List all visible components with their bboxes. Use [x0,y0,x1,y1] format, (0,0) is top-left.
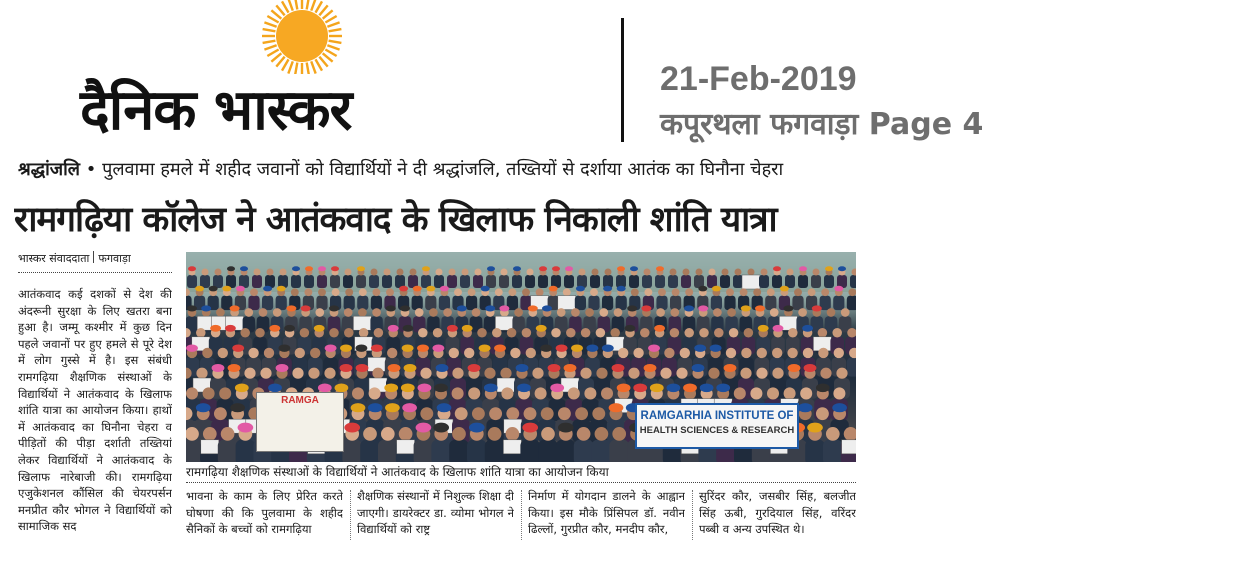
body-column-4: सुरिंदर कौर, जसबीर सिंह, बलजीत सिंह ऊबी, गुरदियाल सिंह, वरिंदर पब्बी व अन्य उपस्थित थे। [699,489,856,537]
article-headline: रामगढ़िया कॉलेज ने आतंकवाद के खिलाफ निकाली शांति यात्रा [14,200,777,240]
byline-author: भास्कर संवाददाता [18,252,90,265]
kicker-label: श्रद्धांजलि [18,159,81,180]
banner-line-1: RAMGARHIA INSTITUTE OF [640,410,794,422]
article-kicker [18,154,858,186]
banner-line-2: HEALTH SCIENCES & RESEARCH [639,425,795,436]
column-divider [692,490,693,540]
sun-icon [258,0,346,74]
photo-banner-institute [635,403,799,449]
byline-city: फगवाड़ा [98,252,131,265]
photo-caption: रामगढ़िया शैक्षणिक संस्थाओं के विद्यार्थियों ने आतंकवाद के खिलाफ शांति यात्रा का आयोजन किया [186,462,856,483]
byline-separator [93,251,94,263]
kicker-text: • पुलवामा हमले में शहीद जवानों को विद्यार्थियों ने दी श्रद्धांजलि, तख्तियों से दर्शाया आतंक का घिनौना चेहरा [85,159,784,180]
publication-date: 21-Feb-2019 [660,60,857,98]
body-column-1: भावना के काम के लिए प्रेरित करते घोषणा की कि पुलवामा के शहीद सैनिकों के बच्चों को रामगढ़िया [186,489,343,537]
body-column-2: शैक्षणिक संस्थानों में निशुल्क शिक्षा दी जाएगी। डायरेक्टर डा. व्योमा भोगल ने विद्यार्थियों को राष्ट्र [357,489,514,537]
photo-banner-left [256,392,344,452]
byline [18,250,172,273]
lead-paragraph: आतंकवाद कई दशकों से देश की अंदरूनी सुरक्षा के लिए खतरा बना हुआ है। जम्मू कश्मीर में कुछ दिन पहले जवानों पर हुए हमले से पूरे देश में लोग गुस्से में है। इस संबंधी रामगढ़िया शैक्षणिक संस्थाओं के विद्यार्थियों ने आतंकवाद के खिलाफ शांति यात्रा का आयोजन किया। हाथों में आतंकवाद का घिनौना चेहरा व पीड़ितों की पीड़ा दर्शाती तख्तियां लेकर विद्यार्थियों ने आतंकवाद के खिलाफ नारेबाजी की। रामगढ़िया एजुकेशनल कौंसिल की चेयरपर्सन मनप्रीत कौर भोगल ने विद्यार्थियों को सामाजिक सद [18,287,172,534]
group-photo [186,252,856,462]
column-divider [521,490,522,540]
masthead-logo [80,0,530,150]
banner-left-text: RAMGA [281,395,319,406]
edition-page: कपूरथला फगवाड़ा Page 4 [660,107,984,142]
newspaper-name: दैनिक भास्कर [80,78,352,143]
body-column-3: निर्माण में योगदान डालने के आह्वान किया। इस मौके प्रिंसिपल डॉ. नवीन ढिल्लों, गुरप्रीत कौर, मनदीप कौर, [528,489,685,537]
header-divider [621,18,624,142]
column-divider [350,490,351,540]
